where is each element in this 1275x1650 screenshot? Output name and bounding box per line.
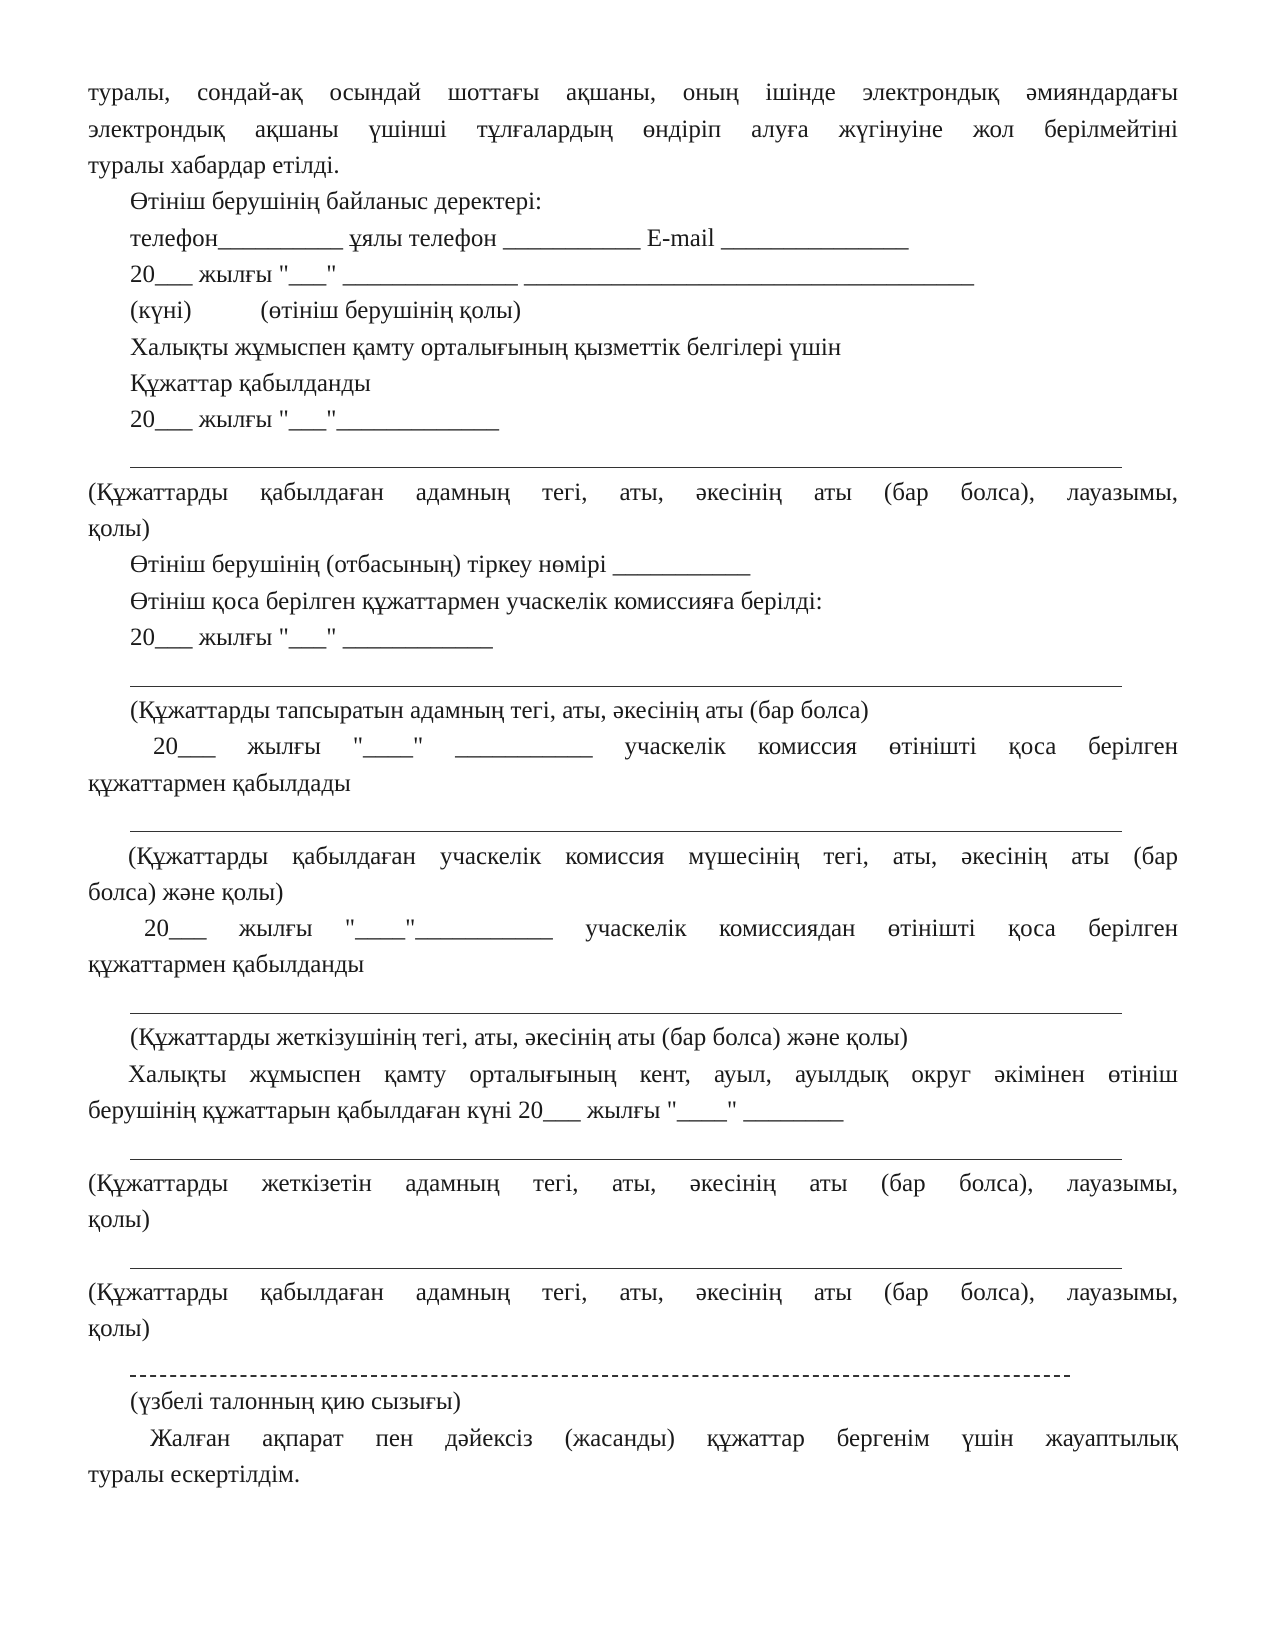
date-line: 20___ жылғы "____" ___________ учаскелік комиссия өтінішті қоса берілген	[153, 733, 1178, 760]
caption-line: қолы)	[88, 1315, 150, 1342]
caption-line: (Құжаттарды қабылдаған учаскелік комиссия мүшесінің тегі, аты, әкесінің аты (бар	[128, 843, 1178, 870]
text-line: Халықты жұмыспен қамту орталығының кент, ауыл, ауылдық округ әкімінен өтініш	[128, 1061, 1178, 1088]
caption-line: қолы)	[88, 1206, 150, 1233]
text-line: құжаттармен қабылданды	[88, 951, 365, 978]
text-line: туралы хабардар етілді.	[88, 152, 340, 179]
signature-rule	[130, 1013, 1122, 1014]
text-line: туралы, сондай-ақ осындай шоттағы ақшаны, оның ішінде электрондық әмияндардағы	[88, 79, 1178, 106]
signature-rule	[130, 686, 1122, 687]
caption-line: болса) және қолы)	[88, 879, 284, 906]
text-line: құжаттармен қабылдады	[88, 770, 351, 797]
caption-line: қолы)	[88, 515, 150, 542]
text-line: электрондық ақшаны үшінші тұлғалардың өндіріп алуға жүгінуіне жол берілмейтіні	[88, 116, 1178, 143]
date-line: берушінің құжаттарын қабылдаған күні 20___ жылғы "____" ________	[88, 1097, 844, 1124]
registration-number-line: Өтініш берушінің (отбасының) тіркеу нөмірі ___________	[130, 551, 751, 578]
date-line: 20___ жылғы "____"___________ учаскелік комиссиядан өтінішті қоса берілген	[144, 915, 1178, 942]
caption-line: (Құжаттарды қабылдаған адамның тегі, аты, әкесінің аты (бар болса), лауазымы,	[88, 479, 1178, 506]
caption-line: (Құжаттарды жеткізетін адамның тегі, аты, әкесінің аты (бар болса), лауазымы,	[88, 1170, 1178, 1197]
date-line: 20___ жылғы "___"_____________	[130, 406, 500, 433]
text-line: Құжаттар қабылданды	[130, 370, 371, 397]
signature-rule	[130, 831, 1122, 832]
signature-rule	[130, 467, 1122, 468]
cut-line	[130, 1375, 1070, 1377]
caption-line: (Құжаттарды тапсыратын адамның тегі, аты, әкесінің аты (бар болса)	[130, 697, 869, 724]
date-line: 20___ жылғы "___" ____________	[130, 624, 493, 651]
caption-line: (күні) (өтініш берушінің қолы)	[130, 297, 522, 324]
text-line: туралы ескертілдім.	[88, 1461, 301, 1488]
text-line: Жалған ақпарат пен дәйексіз (жасанды) құжаттар бергенім үшін жауаптылық	[150, 1425, 1178, 1452]
text-line: Халықты жұмыспен қамту орталығының қызметтік белгілері үшін	[130, 334, 842, 361]
text-line: Өтініш қоса берілген құжаттармен учаскелік комиссияға берілді:	[130, 588, 823, 615]
caption-line: (Құжаттарды қабылдаған адамның тегі, аты, әкесінің аты (бар болса), лауазымы,	[88, 1279, 1178, 1306]
caption-line: (үзбелі талонның қию сызығы)	[130, 1388, 461, 1415]
contact-fields-line: телефон__________ ұялы телефон ___________ E-mail _______________	[130, 225, 909, 252]
caption-line: (Құжаттарды жеткізушінің тегі, аты, әкесінің аты (бар болса) және қолы)	[130, 1024, 908, 1051]
text-line: Өтініш берушінің байланыс деректері:	[130, 188, 542, 215]
date-signature-line: 20___ жылғы "___" ______________ ____________________________________	[130, 261, 975, 288]
signature-rule	[130, 1268, 1122, 1269]
signature-rule	[130, 1159, 1122, 1160]
